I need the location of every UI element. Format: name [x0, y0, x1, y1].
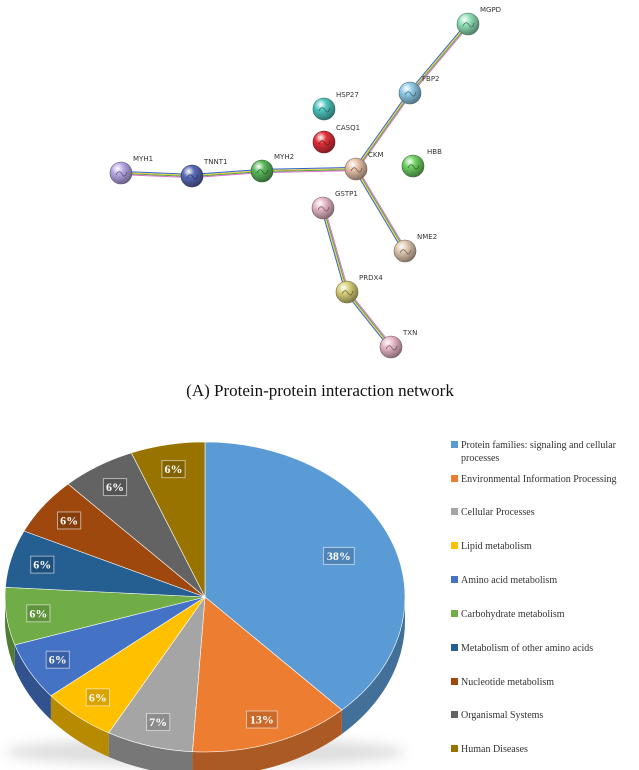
edge-strand	[324, 208, 348, 292]
pie-data-label	[57, 512, 80, 529]
legend-label: Amino acid metabolism	[461, 575, 558, 586]
pie-data-label	[103, 479, 126, 496]
legend-entry	[451, 440, 617, 464]
legend-entry	[451, 710, 543, 721]
node-label: MGPD	[480, 6, 502, 14]
legend-entry	[451, 677, 554, 688]
node-label: HBB	[427, 148, 442, 156]
network-caption: (A) Protein-protein interaction network	[186, 381, 454, 400]
legend-swatch	[451, 711, 458, 718]
legend-swatch	[451, 745, 458, 752]
edge-strand	[355, 170, 404, 252]
legend-swatch	[451, 508, 458, 515]
legend-label: Nucleotide metabolism	[461, 677, 555, 688]
pie-data-label-text: 13%	[249, 712, 274, 727]
legend-swatch	[451, 441, 458, 448]
pie-chart	[5, 442, 405, 770]
node-nme2[interactable]	[394, 233, 437, 262]
node-myh1[interactable]	[110, 155, 153, 184]
pie-data-label	[31, 556, 54, 573]
node-hbb[interactable]	[402, 148, 442, 177]
legend-entry	[451, 575, 557, 586]
network-edges	[121, 23, 469, 348]
legend-entry	[451, 744, 528, 755]
pie-data-label-text: 6%	[88, 690, 107, 705]
edge-ckm-nme2	[355, 168, 407, 252]
node-label: GSTP1	[335, 190, 358, 198]
edge-mgpd-fbp2	[409, 23, 470, 94]
legend-label: Lipid metabolism	[461, 541, 532, 552]
pie-data-label	[247, 711, 278, 728]
legend-swatch	[451, 678, 458, 685]
edge-strand	[321, 208, 345, 292]
ppi-network	[110, 6, 501, 358]
legend-entry	[451, 507, 535, 518]
node-gstp1[interactable]	[312, 190, 358, 219]
edge-strand	[356, 169, 405, 251]
node-casq1[interactable]	[313, 124, 360, 153]
edge-gstp1-prdx4	[321, 208, 348, 293]
edge-strand	[357, 168, 406, 250]
legend-swatch	[451, 644, 458, 651]
legend-swatch	[451, 610, 458, 617]
edge-strand	[357, 94, 411, 170]
pie-data-label	[323, 547, 354, 564]
edge-strand	[356, 169, 405, 251]
edge-strand	[410, 24, 468, 93]
node-myh2[interactable]	[251, 153, 294, 182]
legend-swatch	[451, 542, 458, 549]
pie-data-label-text: 6%	[48, 652, 67, 667]
legend-label: Protein families: signaling and cellular processes	[461, 440, 616, 464]
pie-data-label-text: 6%	[29, 606, 48, 621]
edge-strand	[325, 208, 349, 292]
edge-strand	[322, 208, 346, 292]
legend-label: Human Diseases	[461, 744, 528, 755]
node-label: PRDX4	[359, 274, 383, 282]
node-label: CASQ1	[336, 124, 361, 132]
node-hsp27[interactable]	[313, 91, 359, 120]
pie-legend	[451, 440, 617, 755]
node-mgpd[interactable]	[457, 6, 501, 35]
legend-entry	[451, 474, 617, 485]
edge-ckm-myh2	[262, 167, 356, 172]
node-label: MYH2	[274, 153, 295, 161]
pie-data-label-text: 6%	[33, 557, 52, 572]
pie-data-label-text: 7%	[149, 715, 168, 730]
edge-strand	[411, 25, 469, 94]
pie-data-label	[27, 605, 50, 622]
legend-label: Environmental Information Processing	[461, 474, 617, 485]
legend-entry	[451, 643, 593, 654]
legend-swatch	[451, 576, 458, 583]
legend-entry	[451, 541, 532, 552]
node-label: TNNT1	[204, 158, 228, 166]
pie-data-label-text: 38%	[326, 548, 351, 563]
pie-data-label-text: 6%	[164, 462, 183, 477]
node-label: NME2	[417, 233, 438, 241]
pie-data-label	[86, 689, 109, 706]
pie-data-label-text: 6%	[105, 480, 124, 495]
pie-data-label	[162, 461, 185, 478]
node-label: CKM	[368, 151, 384, 159]
pie-slices	[5, 442, 405, 752]
node-label: HSP27	[336, 91, 359, 99]
legend-swatch	[451, 475, 458, 482]
pie-data-label-text: 6%	[60, 513, 79, 528]
legend-label: Metabolism of other amino acids	[461, 643, 594, 654]
node-txn[interactable]	[380, 329, 417, 358]
node-label: MYH1	[133, 155, 154, 163]
legend-label: Carbohydrate metabolism	[461, 609, 565, 620]
node-prdx4[interactable]	[336, 274, 383, 303]
legend-label: Organismal Systems	[461, 710, 544, 721]
legend-label: Cellular Processes	[461, 507, 535, 518]
legend-entry	[451, 609, 565, 620]
node-label: TXN	[403, 329, 418, 337]
node-label: FBP2	[422, 75, 440, 83]
pie-data-label	[147, 714, 170, 731]
network-nodes	[110, 6, 501, 358]
pie-data-label	[46, 651, 69, 668]
